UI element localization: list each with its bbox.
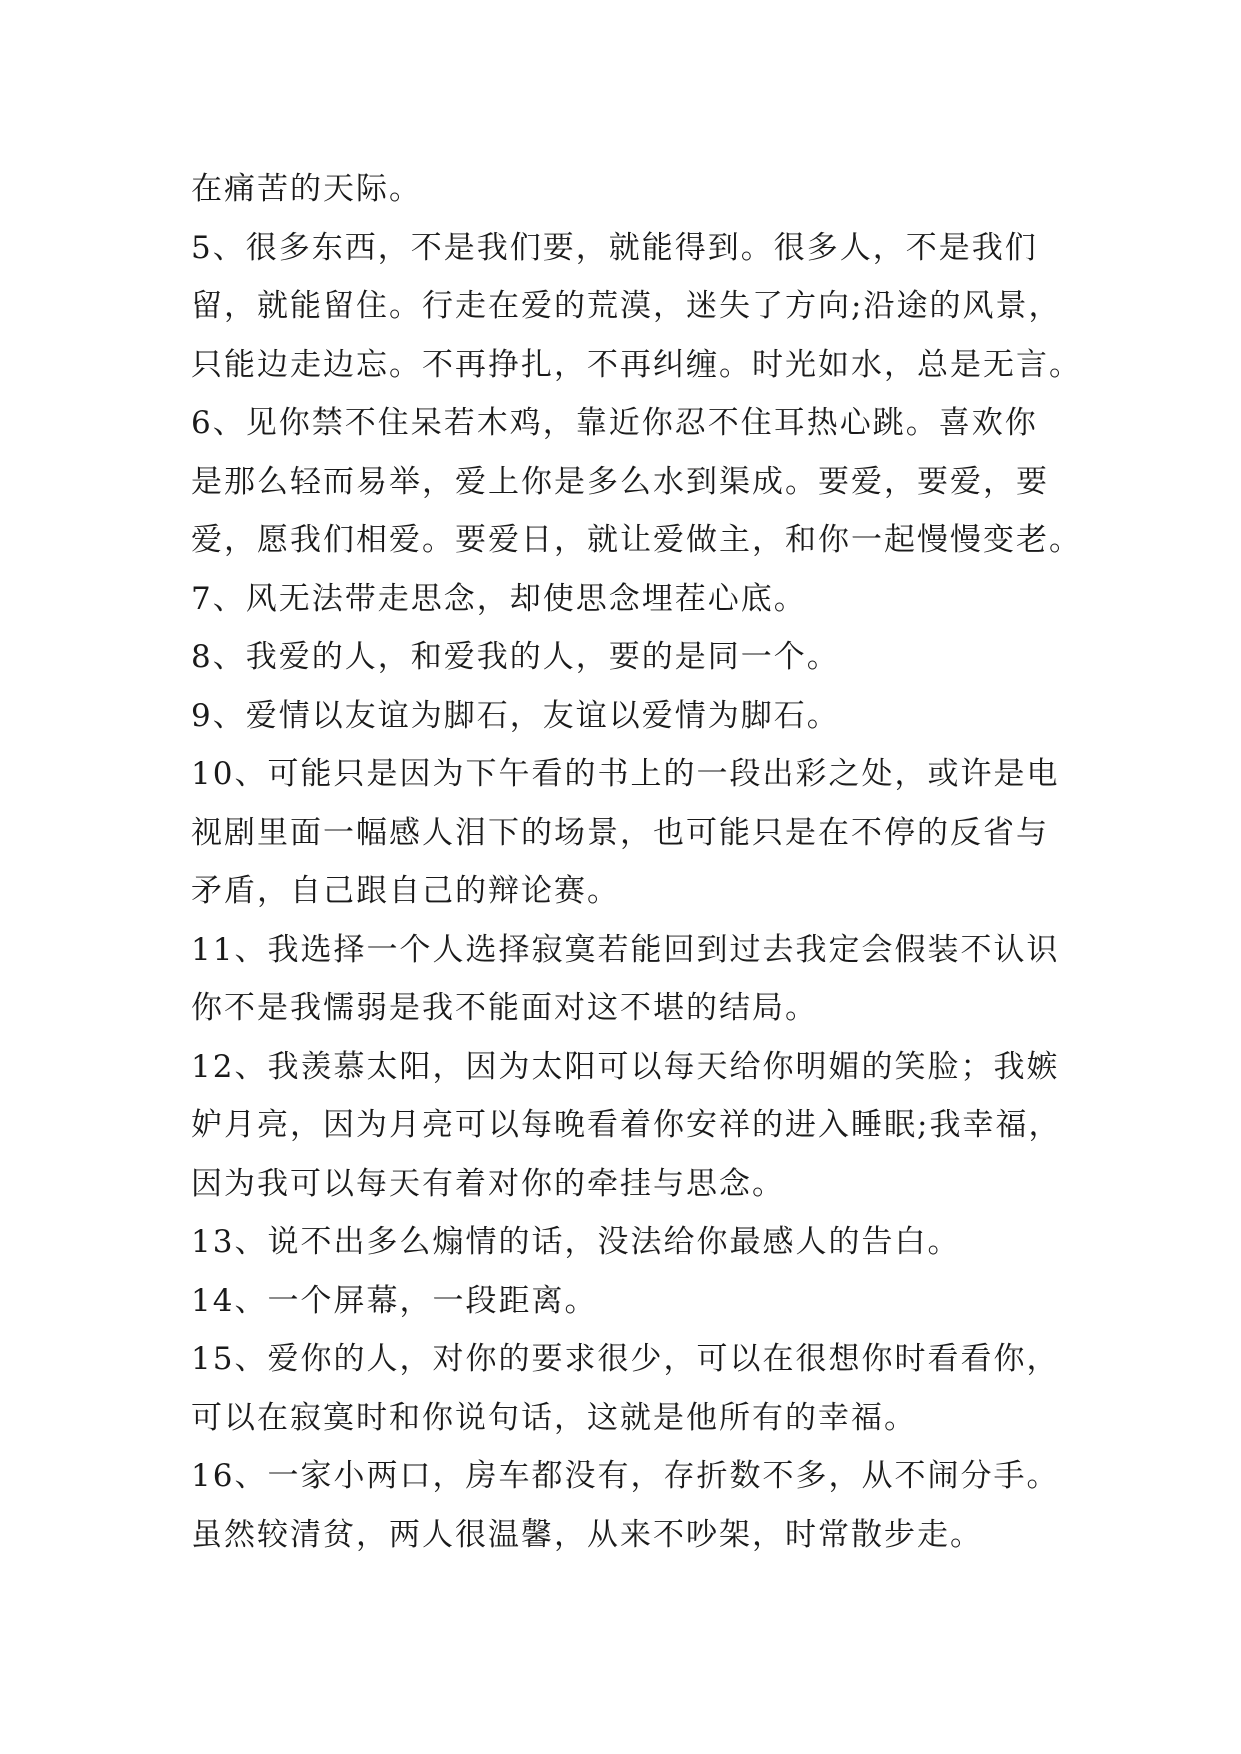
text-line: 5、很多东西，不是我们要，就能得到。很多人，不是我们 xyxy=(191,229,1038,266)
text-line: 虽然较清贫，两人很温馨，从来不吵架，时常散步走。 xyxy=(191,1516,983,1553)
text-line: 视剧里面一幅感人泪下的场景，也可能只是在不停的反省与 xyxy=(191,814,1049,851)
document-body xyxy=(191,160,1091,1564)
text-line: 11、我选择一个人选择寂寞若能回到过去我定会假装不认识 xyxy=(191,931,1060,968)
text-line: 只能边走边忘。不再挣扎，不再纠缠。时光如水，总是无言。 xyxy=(191,346,1082,383)
text-line: 12、我羡慕太阳，因为太阳可以每天给你明媚的笑脸；我嫉 xyxy=(191,1048,1060,1085)
text-line: 妒月亮，因为月亮可以每晚看着你安祥的进入睡眠;我幸福， xyxy=(191,1107,1062,1143)
text-line: 因为我可以每天有着对你的牵挂与思念。 xyxy=(191,1165,785,1202)
text-line: 可以在寂寞时和你说句话，这就是他所有的幸福。 xyxy=(191,1399,917,1436)
text-line: 爱，愿我们相爱。要爱日，就让爱做主，和你一起慢慢变老。 xyxy=(191,522,1082,558)
text-line: 6、见你禁不住呆若木鸡，靠近你忍不住耳热心跳。喜欢你 xyxy=(191,405,1038,441)
text-line: 10、可能只是因为下午看的书上的一段出彩之处，或许是电 xyxy=(191,756,1060,792)
text-line: 你不是我懦弱是我不能面对这不堪的结局。 xyxy=(191,990,818,1026)
text-line: 15、爱你的人，对你的要求很少，可以在很想你时看看你， xyxy=(191,1341,1060,1377)
text-line: 16、一家小两口，房车都没有，存折数不多，从不闹分手。 xyxy=(191,1458,1060,1494)
text-line: 在痛苦的天际。 xyxy=(191,171,422,207)
text-line: 9、爱情以友谊为脚石，友谊以爱情为脚石。 xyxy=(191,697,840,734)
text-line: 14、一个屏幕，一段距离。 xyxy=(191,1282,598,1319)
text-line: 是那么轻而易举，爱上你是多么水到渠成。要爱，要爱，要 xyxy=(191,463,1049,500)
text-line: 矛盾，自己跟自己的辩论赛。 xyxy=(191,873,620,909)
text-line: 留，就能留住。行走在爱的荒漠，迷失了方向;沿途的风景， xyxy=(191,288,1062,324)
text-line: 8、我爱的人，和爱我的人，要的是同一个。 xyxy=(191,639,840,675)
text-line: 7、风无法带走思念，却使思念埋茬心底。 xyxy=(191,580,807,617)
text-line: 13、说不出多么煽情的话，没法给你最感人的告白。 xyxy=(191,1224,961,1260)
